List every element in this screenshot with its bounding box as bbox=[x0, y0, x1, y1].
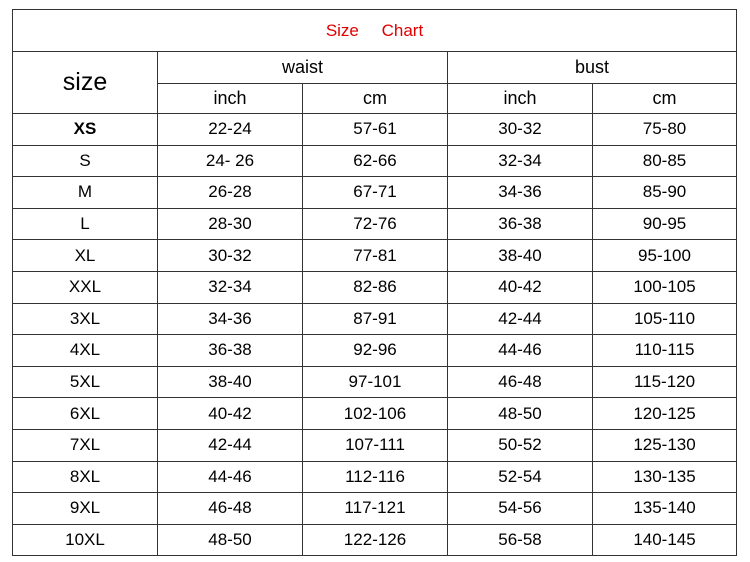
waist-inch-cell: 24- 26 bbox=[158, 145, 303, 177]
size-cell: 4XL bbox=[13, 335, 158, 367]
waist-cm-cell: 107-111 bbox=[303, 429, 448, 461]
size-cell: L bbox=[13, 208, 158, 240]
size-cell: 10XL bbox=[13, 524, 158, 556]
waist-inch-header: inch bbox=[158, 84, 303, 114]
size-cell: 3XL bbox=[13, 303, 158, 335]
bust-cm-cell: 110-115 bbox=[593, 335, 737, 367]
waist-cm-cell: 77-81 bbox=[303, 240, 448, 272]
waist-cm-header: cm bbox=[303, 84, 448, 114]
table-row bbox=[13, 145, 737, 177]
waist-inch-cell: 26-28 bbox=[158, 177, 303, 209]
bust-inch-cell: 50-52 bbox=[448, 429, 593, 461]
waist-cm-cell: 82-86 bbox=[303, 271, 448, 303]
bust-inch-cell: 40-42 bbox=[448, 271, 593, 303]
waist-inch-cell: 38-40 bbox=[158, 366, 303, 398]
table-row bbox=[13, 271, 737, 303]
waist-cm-cell: 57-61 bbox=[303, 114, 448, 146]
header-row-main bbox=[13, 52, 737, 84]
bust-cm-cell: 125-130 bbox=[593, 429, 737, 461]
title-row bbox=[13, 10, 737, 52]
bust-group-header: bust bbox=[448, 52, 737, 84]
bust-inch-cell: 32-34 bbox=[448, 145, 593, 177]
bust-inch-cell: 52-54 bbox=[448, 461, 593, 493]
bust-inch-cell: 54-56 bbox=[448, 493, 593, 525]
waist-cm-cell: 117-121 bbox=[303, 493, 448, 525]
bust-cm-header: cm bbox=[593, 84, 737, 114]
waist-inch-cell: 40-42 bbox=[158, 398, 303, 430]
waist-cm-cell: 92-96 bbox=[303, 335, 448, 367]
table-row bbox=[13, 114, 737, 146]
size-chart-table bbox=[12, 9, 737, 556]
waist-inch-cell: 48-50 bbox=[158, 524, 303, 556]
table-row bbox=[13, 335, 737, 367]
bust-cm-cell: 140-145 bbox=[593, 524, 737, 556]
bust-cm-cell: 105-110 bbox=[593, 303, 737, 335]
waist-inch-cell: 30-32 bbox=[158, 240, 303, 272]
waist-cm-cell: 112-116 bbox=[303, 461, 448, 493]
waist-inch-cell: 28-30 bbox=[158, 208, 303, 240]
waist-cm-cell: 122-126 bbox=[303, 524, 448, 556]
bust-cm-cell: 85-90 bbox=[593, 177, 737, 209]
waist-inch-cell: 32-34 bbox=[158, 271, 303, 303]
waist-inch-cell: 34-36 bbox=[158, 303, 303, 335]
size-column-header: size bbox=[13, 52, 158, 114]
table-row bbox=[13, 303, 737, 335]
size-cell: M bbox=[13, 177, 158, 209]
bust-cm-cell: 130-135 bbox=[593, 461, 737, 493]
bust-cm-cell: 75-80 bbox=[593, 114, 737, 146]
bust-inch-cell: 38-40 bbox=[448, 240, 593, 272]
bust-inch-header: inch bbox=[448, 84, 593, 114]
bust-cm-cell: 80-85 bbox=[593, 145, 737, 177]
waist-cm-cell: 102-106 bbox=[303, 398, 448, 430]
bust-cm-cell: 95-100 bbox=[593, 240, 737, 272]
chart-title: Size Chart bbox=[13, 10, 737, 52]
size-cell: XS bbox=[13, 114, 158, 146]
bust-inch-cell: 34-36 bbox=[448, 177, 593, 209]
size-cell: S bbox=[13, 145, 158, 177]
waist-inch-cell: 44-46 bbox=[158, 461, 303, 493]
table-row bbox=[13, 461, 737, 493]
bust-cm-cell: 135-140 bbox=[593, 493, 737, 525]
bust-cm-cell: 115-120 bbox=[593, 366, 737, 398]
bust-inch-cell: 44-46 bbox=[448, 335, 593, 367]
table-row bbox=[13, 398, 737, 430]
table-row bbox=[13, 493, 737, 525]
bust-cm-cell: 90-95 bbox=[593, 208, 737, 240]
bust-inch-cell: 36-38 bbox=[448, 208, 593, 240]
waist-inch-cell: 46-48 bbox=[158, 493, 303, 525]
size-cell: XXL bbox=[13, 271, 158, 303]
bust-cm-cell: 120-125 bbox=[593, 398, 737, 430]
size-cell: 5XL bbox=[13, 366, 158, 398]
bust-inch-cell: 42-44 bbox=[448, 303, 593, 335]
size-cell: XL bbox=[13, 240, 158, 272]
waist-cm-cell: 67-71 bbox=[303, 177, 448, 209]
waist-cm-cell: 87-91 bbox=[303, 303, 448, 335]
bust-inch-cell: 30-32 bbox=[448, 114, 593, 146]
bust-inch-cell: 48-50 bbox=[448, 398, 593, 430]
waist-inch-cell: 42-44 bbox=[158, 429, 303, 461]
waist-cm-cell: 97-101 bbox=[303, 366, 448, 398]
waist-inch-cell: 22-24 bbox=[158, 114, 303, 146]
waist-cm-cell: 62-66 bbox=[303, 145, 448, 177]
table-row bbox=[13, 429, 737, 461]
table-row bbox=[13, 366, 737, 398]
size-cell: 6XL bbox=[13, 398, 158, 430]
table-row bbox=[13, 177, 737, 209]
bust-inch-cell: 46-48 bbox=[448, 366, 593, 398]
bust-inch-cell: 56-58 bbox=[448, 524, 593, 556]
table-row bbox=[13, 208, 737, 240]
table-row bbox=[13, 240, 737, 272]
waist-group-header: waist bbox=[158, 52, 448, 84]
size-cell: 9XL bbox=[13, 493, 158, 525]
bust-cm-cell: 100-105 bbox=[593, 271, 737, 303]
waist-inch-cell: 36-38 bbox=[158, 335, 303, 367]
table-row bbox=[13, 524, 737, 556]
size-cell: 7XL bbox=[13, 429, 158, 461]
size-cell: 8XL bbox=[13, 461, 158, 493]
waist-cm-cell: 72-76 bbox=[303, 208, 448, 240]
